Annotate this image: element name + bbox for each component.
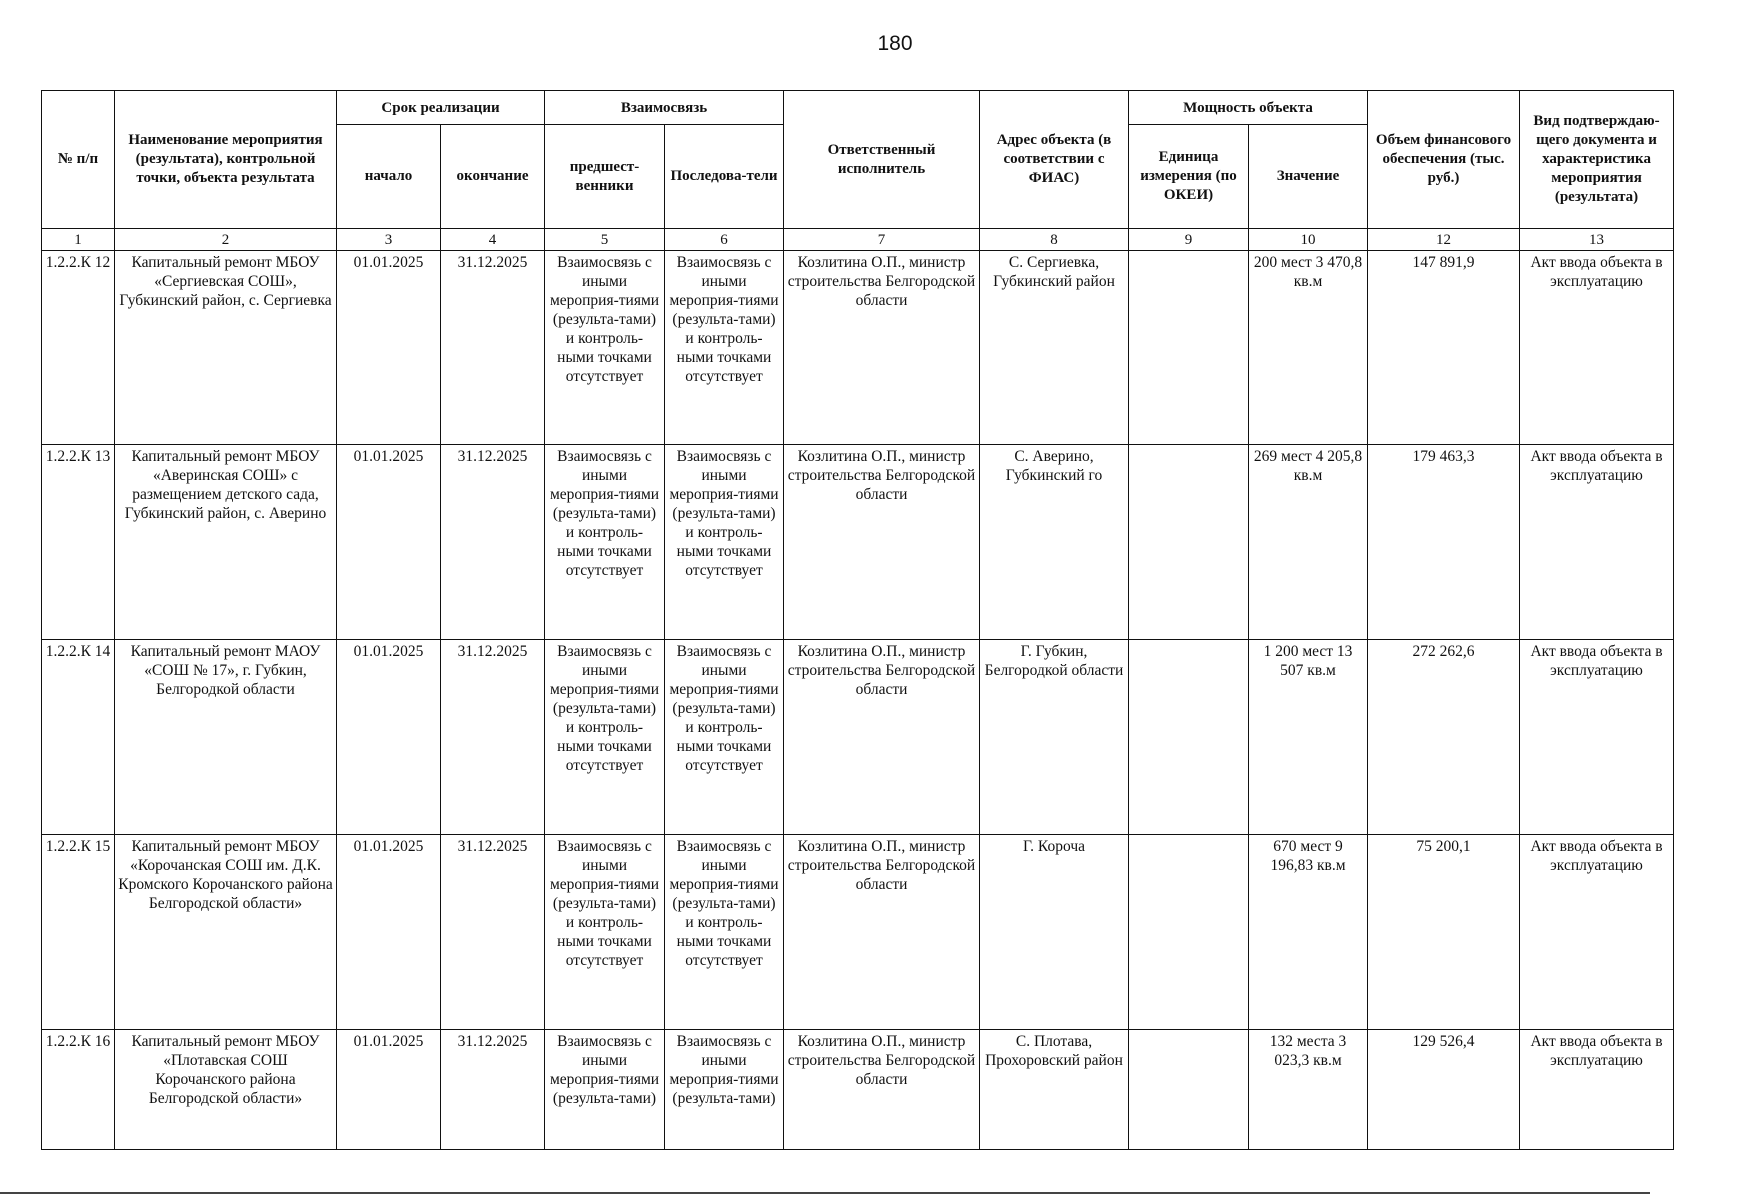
row-succ: Взаимосвязь с иными мероприя-тиями (результа-тами) и контроль-ными точками отсутствует <box>665 640 784 835</box>
row-addr: Г. Губкин, Белгородкой области <box>980 640 1129 835</box>
row-value: 200 мест 3 470,8 кв.м <box>1249 251 1368 445</box>
row-fin: 129 526,4 <box>1368 1030 1520 1150</box>
row-addr: Г. Короча <box>980 835 1129 1030</box>
row-id: 1.2.2.К 12 <box>42 251 115 445</box>
row-exec: Козлитина О.П., министр строительства Белгородской области <box>784 1030 980 1150</box>
header-num: № п/п <box>42 91 115 229</box>
column-number: 7 <box>784 229 980 251</box>
bottom-rule <box>0 1192 1650 1194</box>
header-succ: Последова-тели <box>665 125 784 229</box>
row-doc: Акт ввода объекта в эксплуатацию <box>1520 1030 1674 1150</box>
row-exec: Козлитина О.П., министр строительства Белгородской области <box>784 640 980 835</box>
row-start: 01.01.2025 <box>337 835 441 1030</box>
header-value: Значение <box>1249 125 1368 229</box>
row-succ: Взаимосвязь с иными мероприя-тиями (результа-тами) и контроль-ными точками отсутствует <box>665 251 784 445</box>
row-start: 01.01.2025 <box>337 1030 441 1150</box>
header-name: Наименование мероприятия (результата), контрольной точки, объекта результата <box>115 91 337 229</box>
column-number: 10 <box>1249 229 1368 251</box>
row-name: Капитальный ремонт МБОУ «Сергиевская СОШ», Губкинский район, с. Сергиевка <box>115 251 337 445</box>
row-unit <box>1129 445 1249 640</box>
row-name: Капитальный ремонт МБОУ «Плотавская СОШ Корочанского района Белгородской области» <box>115 1030 337 1150</box>
column-number: 8 <box>980 229 1129 251</box>
row-fin: 272 262,6 <box>1368 640 1520 835</box>
row-pred: Взаимосвязь с иными мероприя-тиями (результа-тами) и контроль-ными точками отсутствует <box>545 640 665 835</box>
row-value: 670 мест 9 196,83 кв.м <box>1249 835 1368 1030</box>
row-unit <box>1129 640 1249 835</box>
row-start: 01.01.2025 <box>337 640 441 835</box>
table-row <box>42 445 1674 640</box>
row-id: 1.2.2.К 14 <box>42 640 115 835</box>
row-unit <box>1129 835 1249 1030</box>
header-pred: предшест-венники <box>545 125 665 229</box>
row-exec: Козлитина О.П., министр строительства Белгородской области <box>784 445 980 640</box>
row-pred: Взаимосвязь с иными мероприя-тиями (результа-тами) и контроль-ными точками отсутствует <box>545 835 665 1030</box>
row-end: 31.12.2025 <box>441 1030 545 1150</box>
table-row <box>42 640 1674 835</box>
column-number: 4 <box>441 229 545 251</box>
column-number: 5 <box>545 229 665 251</box>
header-period: Срок реализации <box>337 91 545 125</box>
header-start: начало <box>337 125 441 229</box>
table-header <box>42 91 1674 229</box>
table-row <box>42 1030 1674 1150</box>
row-id: 1.2.2.К 15 <box>42 835 115 1030</box>
header-doc: Вид подтверждаю-щего документа и характеристика мероприятия (результата) <box>1520 91 1674 229</box>
column-number: 2 <box>115 229 337 251</box>
header-link: Взаимосвязь <box>545 91 784 125</box>
row-unit <box>1129 1030 1249 1150</box>
row-name: Капитальный ремонт МБОУ «Корочанская СОШ им. Д.К. Кромского Корочанского района Белгородской области» <box>115 835 337 1030</box>
page-number: 180 <box>877 32 913 55</box>
header-fin: Объем финансового обеспечения (тыс. руб.) <box>1368 91 1520 229</box>
column-numbers-row <box>42 229 1674 251</box>
table-row <box>42 835 1674 1030</box>
column-number: 13 <box>1520 229 1674 251</box>
header-unit: Единица измерения (по ОКЕИ) <box>1129 125 1249 229</box>
row-end: 31.12.2025 <box>441 445 545 640</box>
row-fin: 179 463,3 <box>1368 445 1520 640</box>
column-number: 12 <box>1368 229 1520 251</box>
row-unit <box>1129 251 1249 445</box>
row-pred: Взаимосвязь с иными мероприя-тиями (результа-тами) <box>545 1030 665 1150</box>
row-fin: 147 891,9 <box>1368 251 1520 445</box>
row-succ: Взаимосвязь с иными мероприя-тиями (результа-тами) и контроль-ными точками отсутствует <box>665 835 784 1030</box>
row-addr: С. Аверино, Губкинский го <box>980 445 1129 640</box>
row-doc: Акт ввода объекта в эксплуатацию <box>1520 445 1674 640</box>
column-number: 6 <box>665 229 784 251</box>
row-doc: Акт ввода объекта в эксплуатацию <box>1520 640 1674 835</box>
row-fin: 75 200,1 <box>1368 835 1520 1030</box>
row-pred: Взаимосвязь с иными мероприя-тиями (результа-тами) и контроль-ными точками отсутствует <box>545 445 665 640</box>
activities-table <box>41 90 1674 1150</box>
column-number: 3 <box>337 229 441 251</box>
row-end: 31.12.2025 <box>441 835 545 1030</box>
row-start: 01.01.2025 <box>337 445 441 640</box>
row-value: 132 места 3 023,3 кв.м <box>1249 1030 1368 1150</box>
column-number: 1 <box>42 229 115 251</box>
row-doc: Акт ввода объекта в эксплуатацию <box>1520 835 1674 1030</box>
row-doc: Акт ввода объекта в эксплуатацию <box>1520 251 1674 445</box>
row-exec: Козлитина О.П., министр строительства Белгородской области <box>784 835 980 1030</box>
row-addr: С. Плотава, Прохоровский район <box>980 1030 1129 1150</box>
row-name: Капитальный ремонт МАОУ «СОШ № 17», г. Губкин, Белгородкой области <box>115 640 337 835</box>
row-name: Капитальный ремонт МБОУ «Аверинская СОШ» с размещением детского сада, Губкинский район, с. Аверино <box>115 445 337 640</box>
header-exec: Ответственный исполнитель <box>784 91 980 229</box>
header-end: окончание <box>441 125 545 229</box>
column-number: 9 <box>1129 229 1249 251</box>
header-power: Мощность объекта <box>1129 91 1368 125</box>
row-exec: Козлитина О.П., министр строительства Белгородской области <box>784 251 980 445</box>
row-value: 269 мест 4 205,8 кв.м <box>1249 445 1368 640</box>
table-row <box>42 251 1674 445</box>
row-succ: Взаимосвязь с иными мероприя-тиями (результа-тами) <box>665 1030 784 1150</box>
row-start: 01.01.2025 <box>337 251 441 445</box>
row-end: 31.12.2025 <box>441 640 545 835</box>
row-value: 1 200 мест 13 507 кв.м <box>1249 640 1368 835</box>
row-end: 31.12.2025 <box>441 251 545 445</box>
row-pred: Взаимосвязь с иными мероприя-тиями (результа-тами) и контроль-ными точками отсутствует <box>545 251 665 445</box>
row-id: 1.2.2.К 13 <box>42 445 115 640</box>
row-id: 1.2.2.К 16 <box>42 1030 115 1150</box>
row-succ: Взаимосвязь с иными мероприя-тиями (результа-тами) и контроль-ными точками отсутствует <box>665 445 784 640</box>
header-addr: Адрес объекта (в соответствии с ФИАС) <box>980 91 1129 229</box>
row-addr: С. Сергиевка, Губкинский район <box>980 251 1129 445</box>
